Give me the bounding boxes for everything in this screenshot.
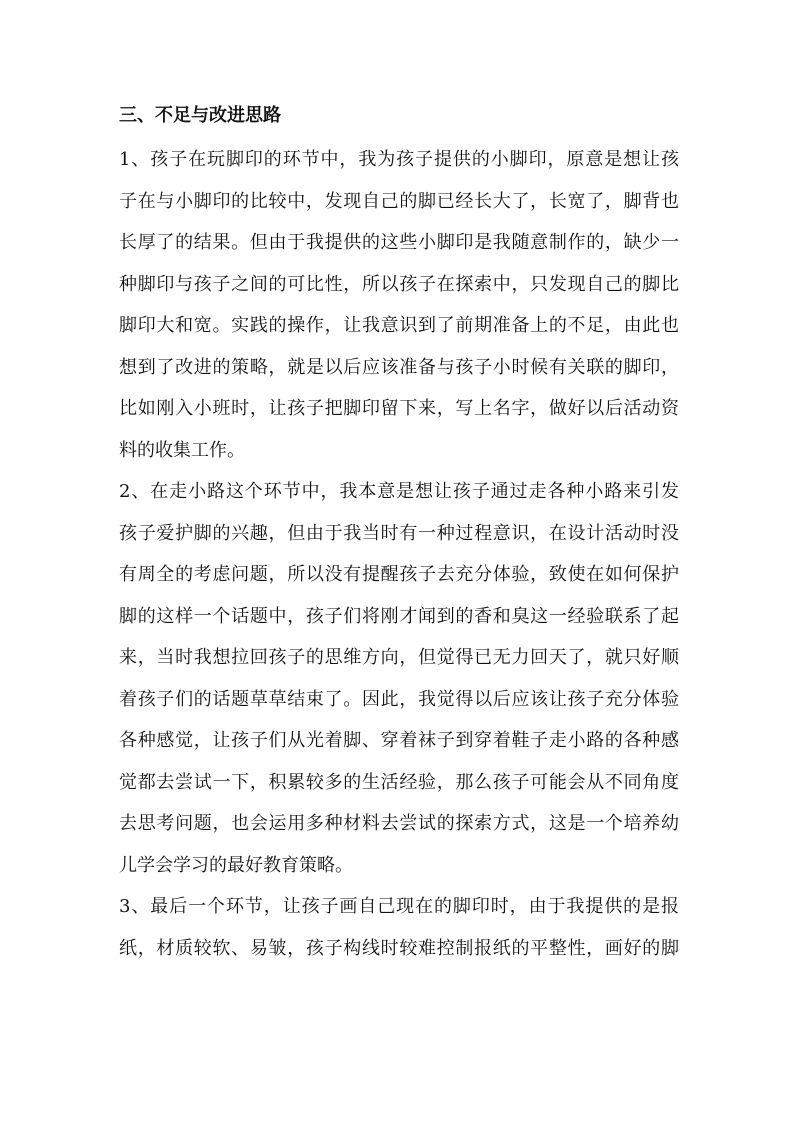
paragraph-line: 子在与小脚印的比较中，发现自己的脚已经长大了，长宽了，脚背也 — [119, 190, 679, 212]
paragraph-line: 1、孩子在玩脚印的环节中，我为孩子提供的小脚印，原意是想让孩 — [119, 149, 679, 170]
paragraph-line: 脚印大和宽。实践的操作，让我意识到了前期准备上的不足，由此也 — [119, 315, 679, 336]
paragraph-line: 比如刚入小班时，让孩子把脚印留下来，写上名字，做好以后活动资 — [119, 398, 679, 419]
paragraph-line: 觉都去尝试一下，积累较多的生活经验，那么孩子可能会从不同角度 — [119, 771, 679, 793]
paragraph-line: 孩子爱护脚的兴趣，但由于我当时有一种过程意识，在设计活动时没 — [119, 522, 679, 544]
paragraph-3 — [119, 886, 681, 969]
paragraph-line: 儿学会学习的最好教育策略。 — [119, 854, 353, 876]
paragraph-line: 去思考问题，也会运用多种材料去尝试的探索方式，这是一个培养幼 — [119, 813, 679, 834]
paragraph-line: 有周全的考虑问题，所以没有提醒孩子去充分体验，致使在如何保护 — [119, 564, 679, 585]
paragraph-1 — [119, 139, 681, 471]
section-heading: 三、不足与改进思路 — [119, 105, 281, 126]
paragraph-line: 纸，材质较软、易皱，孩子构线时较难控制报纸的平整性，画好的脚 — [119, 937, 679, 959]
paragraph-2 — [119, 471, 681, 886]
paragraph-line: 来，当时我想拉回孩子的思维方向，但觉得已无力回天了，就只好顺 — [119, 647, 679, 668]
paragraph-line: 着孩子们的话题草草结束了。因此，我觉得以后应该让孩子充分体验 — [119, 688, 679, 710]
paragraph-line: 长厚了的结果。但由于我提供的这些小脚印是我随意制作的，缺少一 — [119, 232, 679, 253]
paragraph-line: 3、最后一个环节，让孩子画自己现在的脚印时，由于我提供的是报 — [119, 896, 679, 917]
paragraph-line: 脚的这样一个话题中，孩子们将刚才闻到的香和臭这一经验联系了起 — [119, 605, 679, 627]
paragraph-line: 想到了改进的策略，就是以后应该准备与孩子小时候有关联的脚印， — [119, 356, 679, 378]
paragraph-line: 各种感觉，让孩子们从光着脚、穿着袜子到穿着鞋子走小路的各种感 — [119, 730, 679, 751]
paragraph-line: 2、在走小路这个环节中，我本意是想让孩子通过走各种小路来引发 — [119, 481, 679, 502]
paragraph-line: 种脚印与孩子之间的可比性，所以孩子在探索中，只发现自己的脚比 — [119, 273, 679, 295]
paragraph-line: 料的收集工作。 — [119, 439, 245, 461]
